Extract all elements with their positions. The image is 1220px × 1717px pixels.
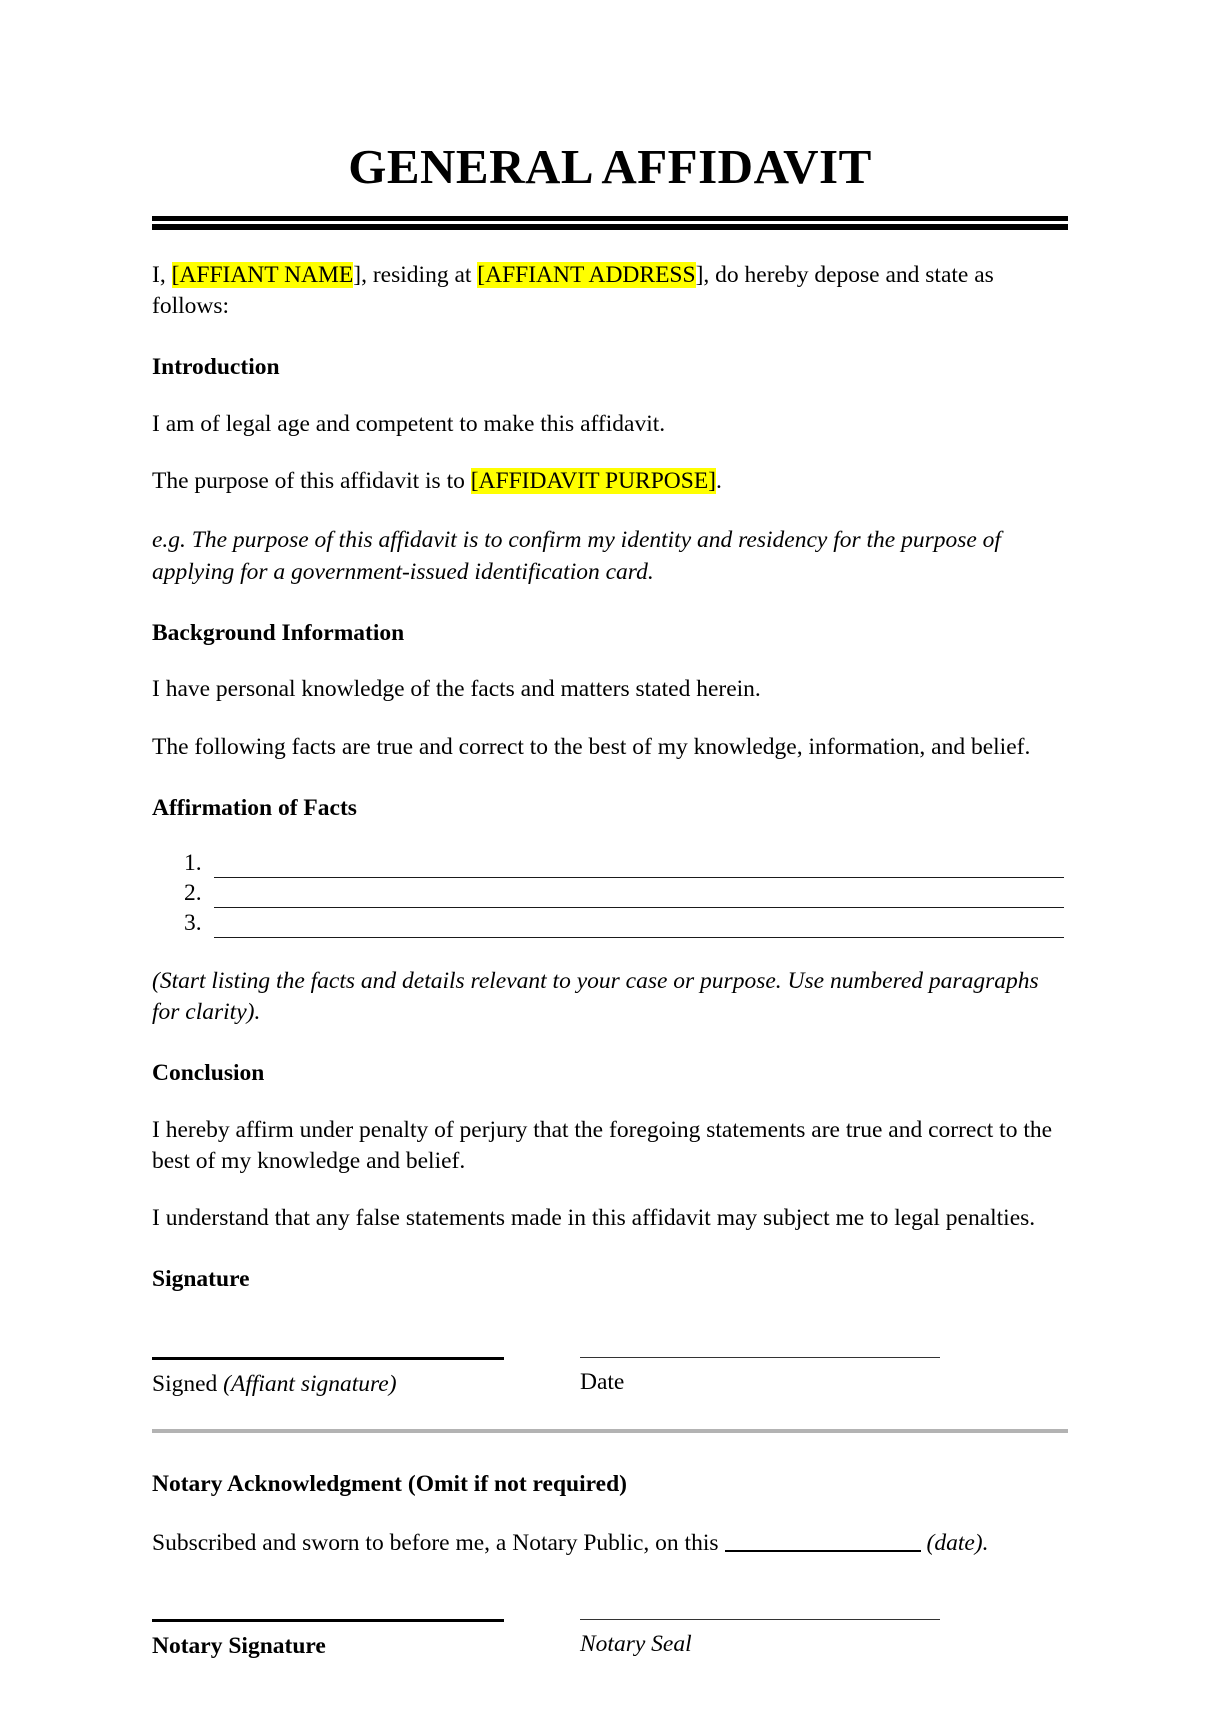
intro-paragraph (152, 230, 1068, 323)
notary-statement-prefix: Subscribed and sworn to before me, a Notary Public, on this (152, 1529, 719, 1556)
notary-signature-column (152, 1619, 504, 1662)
date-label: Date (580, 1368, 625, 1395)
notary-seal-column (580, 1619, 940, 1662)
notary-seal-label: Notary Seal (580, 1631, 692, 1658)
intro-after-address: ], do hereby depose and state as follows: (152, 261, 994, 320)
purpose-suffix: . (716, 468, 722, 495)
notary-signature-spacer (504, 1619, 580, 1662)
list-item (152, 878, 1068, 908)
page-title: GENERAL AFFIDAVIT (348, 139, 872, 194)
affiant-name-placeholder: [AFFIANT NAME (171, 261, 354, 288)
title-double-rule (152, 216, 1068, 230)
intro-lead: I, (152, 261, 166, 288)
background-paragraph-2: The following facts are true and correct to the best of my knowledge, information, and belief. (152, 733, 1031, 760)
signature-label (152, 1360, 504, 1400)
conclusion-paragraph-2: I understand that any false statements made in this affidavit may subject me to legal penalties. (152, 1205, 1036, 1232)
fact-blank-line-3[interactable] (214, 911, 1064, 938)
section-heading-notary (152, 1433, 1068, 1500)
affirmation-instruction-note: (Start listing the facts and details relevant to your case or purpose. Use numbered paragraphs for clarity). (152, 967, 1039, 1025)
notary-date-blank[interactable] (725, 1531, 921, 1552)
section-heading-introduction: Introduction (152, 354, 280, 381)
intro-after-name: ], residing at (353, 261, 472, 288)
section-heading-background: Background Information (152, 619, 405, 646)
introduction-example-note: e.g. The purpose of this affidavit is to confirm my identity and residency for the purpose of applying for a government-issued identification card. (152, 527, 1001, 585)
purpose-prefix: The purpose of this affidavit is to (152, 468, 465, 495)
notary-signature-label: Notary Signature (152, 1633, 326, 1660)
background-paragraph-1: I have personal knowledge of the facts and matters stated herein. (152, 676, 761, 703)
introduction-paragraph-1: I am of legal age and competent to make this affidavit. (152, 410, 666, 437)
signature-block (152, 1295, 1068, 1400)
conclusion-paragraph-1: I hereby affirm under penalty of perjury that the foregoing statements are true and correct to the best of my knowledge and belief. (152, 1116, 1053, 1174)
list-item-number: 2. (184, 880, 202, 907)
list-item (152, 908, 1068, 938)
section-heading-signature: Signature (152, 1266, 250, 1293)
date-column (580, 1357, 940, 1400)
signature-spacer (504, 1357, 580, 1400)
notary-statement-suffix: (date). (926, 1529, 989, 1556)
section-heading-affirmation: Affirmation of Facts (152, 794, 357, 821)
document-content (152, 0, 1068, 1662)
signed-column (152, 1357, 504, 1400)
notary-statement (152, 1500, 1068, 1559)
section-heading-conclusion: Conclusion (152, 1060, 265, 1087)
affiant-signature-hint: (Affiant signature) (223, 1370, 397, 1397)
notary-signature-block (152, 1559, 1068, 1662)
notary-heading-note: (Omit if not required) (407, 1471, 627, 1498)
notary-heading-text: Notary Acknowledgment (152, 1471, 402, 1498)
signed-text: Signed (152, 1370, 218, 1397)
affiant-address-placeholder: [AFFIANT ADDRESS (477, 261, 696, 288)
fact-blank-line-1[interactable] (214, 851, 1064, 878)
affidavit-purpose-placeholder: [AFFIDAVIT PURPOSE] (470, 468, 716, 495)
list-item-number: 3. (184, 910, 202, 937)
list-item (152, 848, 1068, 878)
affirmation-fact-list (152, 824, 1068, 938)
fact-blank-line-2[interactable] (214, 881, 1064, 908)
introduction-purpose-paragraph (152, 440, 1068, 497)
list-item-number: 1. (184, 850, 202, 877)
